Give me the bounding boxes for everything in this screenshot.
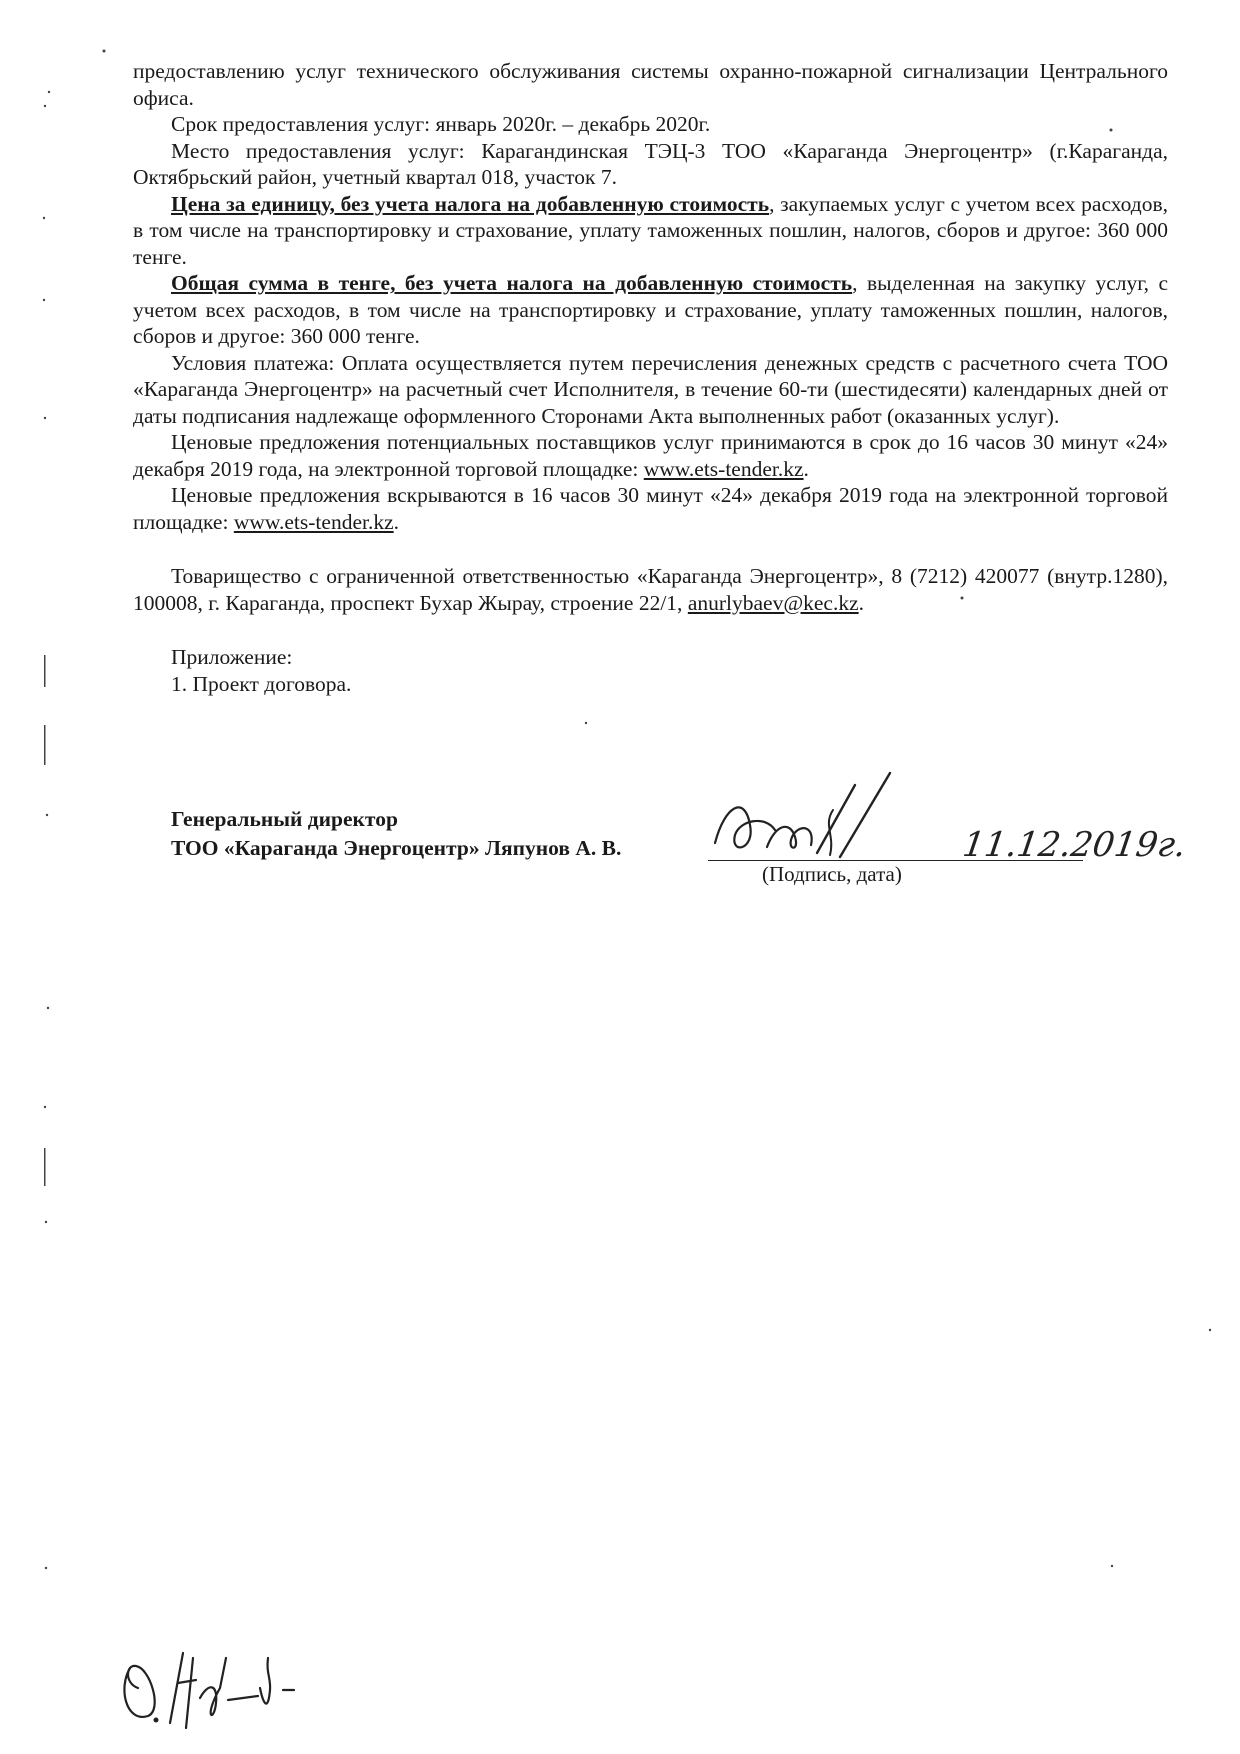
contact-email-link[interactable]: anurlybaev@kec.kz	[687, 590, 859, 615]
paragraph-service-location: Место предоставления услуг: Карагандинская ТЭЦ-3 ТОО «Караганда Энергоцентр» (г.Караганда, Октябрьский район, учетный квартал 018, участок 7.	[133, 138, 1168, 189]
paragraph-bid-opening	[133, 482, 1168, 535]
paragraph-unit-price	[133, 191, 1168, 271]
handwritten-signature	[705, 765, 935, 870]
spacer	[133, 535, 1168, 563]
ets-tender-link[interactable]: www.ets-tender.kz	[643, 456, 804, 481]
unit-price-text: , закупаемых услуг с учетом всех расходов, в том числе на транспортировку и страхование, уплату таможенных пошлин, налогов, сборов и другое: 360 000 тенге.	[133, 191, 1168, 269]
signature-caption: (Подпись, дата)	[762, 862, 902, 886]
paragraph-payment-terms: Условия платежа: Оплата осуществляется путем перечисления денежных средств с расчетного счета ТОО «Караганда Энергоцентр» на расчетный счет Исполнителя, в течение 60-ти (шестидесяти) календарных дней от даты подписания надлежаще оформленного Сторонами Акта выполненных работ (оказанных услуг).	[133, 350, 1168, 428]
total-sum-label: Общая сумма в тенге, без учета налога на добавленную стоимость	[171, 271, 853, 295]
signatory-name: ТОО «Караганда Энергоцентр» Ляпунов А. В.	[171, 836, 622, 860]
ets-tender-link-2[interactable]: www.ets-tender.kz	[233, 509, 394, 534]
bid-opening-text: Ценовые предложения вскрываются в 16 часов 30 минут «24» декабря 2019 года на электронной торговой площадке:	[133, 483, 1168, 534]
attachment-heading: Приложение:	[171, 645, 293, 669]
bid-submission-text: Ценовые предложения потенциальных поставщиков услуг принимаются в срок до 16 часов 30 минут «24» декабря 2019 года, на электронной торговой площадке:	[133, 430, 1168, 481]
contact-end: .	[858, 590, 865, 615]
attachment-item: 1. Проект договора.	[171, 671, 352, 696]
handwritten-date: 11.12.2019г.	[960, 825, 1189, 865]
bid-opening-end: .	[393, 509, 400, 534]
spacer	[133, 616, 1168, 644]
bid-submission-end: .	[803, 456, 809, 481]
signature-line	[708, 860, 1083, 861]
signatory-block	[171, 805, 621, 863]
handwritten-initials	[108, 1628, 318, 1743]
contact-text: Товарищество с ограниченной ответственностью «Караганда Энергоцентр», 8 (7212) 420077 (внутр.1280), 100008, г. Караганда, проспект Бухар Жырау, строение 22/1,	[133, 564, 1168, 615]
paragraph-service-description: предоставлению услуг технического обслуживания системы охранно-пожарной сигнализации Центрального офиса.	[133, 59, 1168, 110]
paragraph-service-period: Срок предоставления услуг: январь 2020г. – декабрь 2020г.	[171, 112, 711, 136]
paragraph-bid-submission	[133, 429, 1168, 482]
unit-price-label: Цена за единицу, без учета налога на добавленную стоимость	[171, 191, 770, 216]
signatory-title: Генеральный директор	[171, 807, 398, 831]
paragraph-total-sum	[133, 270, 1168, 350]
total-sum-text: , выделенная на закупку услуг, с учетом всех расходов, в том числе на транспортировку и страхование, уплату таможенных пошлин, налогов, сборов и другое: 360 000 тенге.	[133, 271, 1168, 348]
paragraph-contact	[133, 563, 1168, 616]
body-text	[133, 58, 1168, 697]
